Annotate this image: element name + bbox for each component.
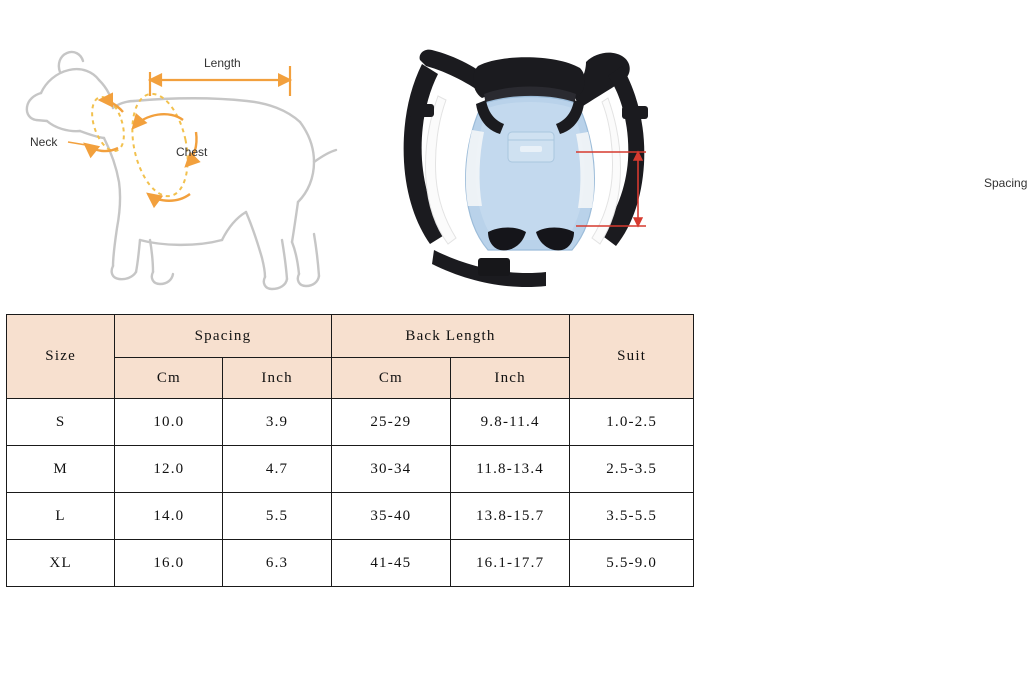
- cell-size: L: [7, 493, 115, 540]
- cell-back-cm: 25-29: [331, 399, 450, 446]
- table-head: [7, 315, 694, 399]
- length-label: Length: [204, 56, 241, 70]
- cell-spacing-inch: 4.7: [223, 446, 331, 493]
- table-header-row-groups: [7, 315, 694, 358]
- cell-spacing-inch: 5.5: [223, 493, 331, 540]
- cell-back-inch: 9.8-11.4: [450, 399, 569, 446]
- header-unit-spacing-cm: Cm: [115, 358, 223, 399]
- header-group-spacing: Spacing: [115, 315, 331, 358]
- table-row: [7, 540, 694, 587]
- neck-arrow-top: [100, 100, 123, 112]
- cell-suit-kg: 1.0-2.5: [570, 399, 694, 446]
- cell-size: S: [7, 399, 115, 446]
- cell-spacing-cm: 16.0: [115, 540, 223, 587]
- header-group-suit: Suit: [570, 315, 694, 399]
- table-body: [7, 399, 694, 587]
- header-unit-back-cm: Cm: [331, 358, 450, 399]
- cell-suit-kg: 5.5-9.0: [570, 540, 694, 587]
- chest-arrow-bottom: [148, 194, 190, 201]
- carrier-illustration-svg: [360, 0, 700, 312]
- cell-back-cm: 35-40: [331, 493, 450, 540]
- cell-spacing-cm: 12.0: [115, 446, 223, 493]
- size-table-container: [6, 314, 694, 587]
- cell-suit-kg: 3.5-5.5: [570, 493, 694, 540]
- cell-back-inch: 11.8-13.4: [450, 446, 569, 493]
- header-unit-back-inch: Inch: [450, 358, 569, 399]
- spacing-label: Spacing: [984, 176, 1027, 190]
- chest-arrow-top: [133, 114, 183, 128]
- cell-back-cm: 30-34: [331, 446, 450, 493]
- cell-size: XL: [7, 540, 115, 587]
- carrier-product-image: [360, 0, 1027, 312]
- neck-label: Neck: [30, 135, 58, 149]
- cell-back-cm: 41-45: [331, 540, 450, 587]
- header-size: Size: [7, 315, 115, 399]
- dog-measurement-diagram: [0, 0, 360, 312]
- header-group-back-length: Back Length: [331, 315, 570, 358]
- cell-back-inch: 16.1-17.7: [450, 540, 569, 587]
- table-row: [7, 493, 694, 540]
- header-unit-spacing-inch: Inch: [223, 358, 331, 399]
- cell-spacing-cm: 10.0: [115, 399, 223, 446]
- cell-spacing-inch: 3.9: [223, 399, 331, 446]
- cell-size: M: [7, 446, 115, 493]
- size-table: [6, 314, 694, 587]
- cell-suit-kg: 2.5-3.5: [570, 446, 694, 493]
- chest-label: Chest: [176, 145, 208, 159]
- illustration-area: [0, 0, 1027, 312]
- table-row: [7, 446, 694, 493]
- cell-spacing-inch: 6.3: [223, 540, 331, 587]
- cell-back-inch: 13.8-15.7: [450, 493, 569, 540]
- cell-spacing-cm: 14.0: [115, 493, 223, 540]
- neck-arrow: [85, 144, 118, 151]
- table-row: [7, 399, 694, 446]
